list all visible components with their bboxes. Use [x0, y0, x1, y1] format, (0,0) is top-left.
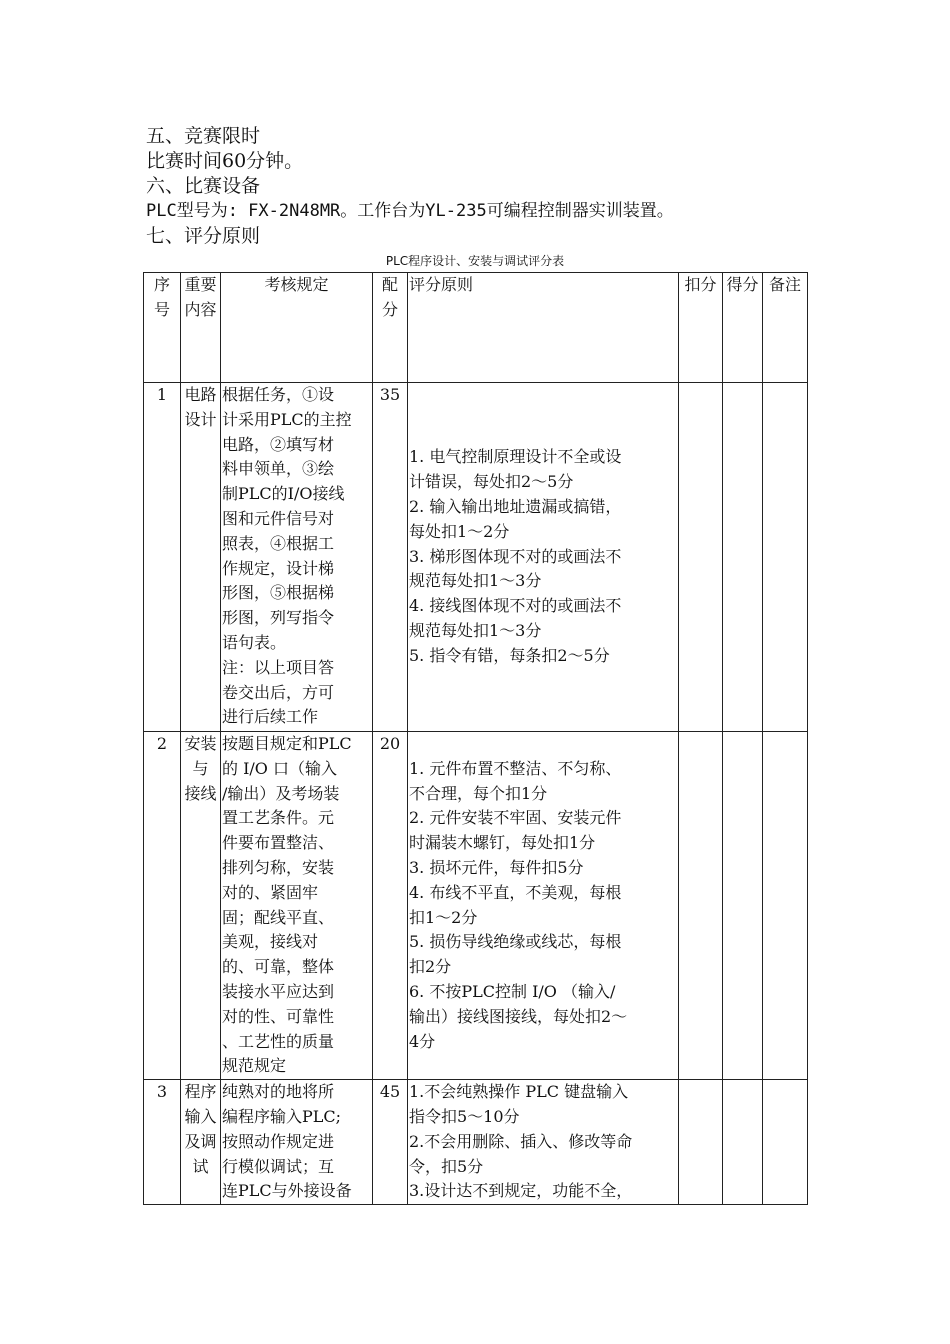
- row-content: 安装 与 接线: [181, 732, 221, 1080]
- header-remark: 备注: [763, 273, 808, 383]
- time-limit-text: 比赛时间60分钟。: [146, 150, 304, 172]
- row-rule: 纯熟对的地将所 编程序输入PLC; 按照动作规定进 行模似调试；互 连PLC与外接设备: [221, 1080, 373, 1205]
- row-no: 1: [144, 383, 181, 732]
- header-content: 重要 内容: [181, 273, 221, 383]
- table-row: [144, 383, 808, 732]
- header-criteria: 评分原则: [408, 273, 679, 383]
- header-no: 序 号: [144, 273, 181, 383]
- row-points: 45: [373, 1080, 408, 1205]
- row-deduct-cell: [679, 1080, 723, 1205]
- row-score-cell: [723, 732, 763, 1080]
- row-no: 2: [144, 732, 181, 1080]
- row-rule: 根据任务，①设 计采用PLC的主控 电路，②填写材 料申领单，③绘 制PLC的I/O接线 图和元件信号对 照表，④根据工 作规定，设计梯 形图，⑤根据梯 形图，列写指令 语句表。 注：以上项目答 卷交出后，方可 进行后续工作: [221, 383, 373, 732]
- heading-time-limit: 五、竞赛限时: [146, 125, 261, 147]
- row-criteria: 1. 电气控制原理设计不全或设 计错误，每处扣2～5分 2. 输入输出地址遗漏或搞错， 每处扣1～2分 3. 梯形图体现不对的或画法不 规范每处扣1～3分 4. 接线图体现不对的或画法不 规范每处扣1～3分 5. 指令有错，每条扣2～5分: [408, 383, 679, 732]
- header-rule: 考核规定: [221, 273, 373, 383]
- row-score-cell: [723, 1080, 763, 1205]
- row-criteria: 1. 元件布置不整洁、不匀称、 不合理，每个扣1分 2. 元件安装不牢固、安装元件 时漏装木螺钉，每处扣1分 3. 损坏元件，每件扣5分 4. 布线不平直，不美观，每根 扣1～2分 5. 损伤导线绝缘或线芯，每根 扣2分 6. 不按PLC控制 I/O （输入/ 输出）接线图接线，每处扣2～ 4分: [408, 732, 679, 1080]
- table-caption: PLC程序设计、安装与调试评分表: [385, 254, 565, 268]
- row-deduct-cell: [679, 383, 723, 732]
- row-criteria: 1.不会纯熟操作 PLC 键盘输入 指令扣5～10分 2.不会用删除、插入、修改等命 令，扣5分 3.设计达不到规定，功能不全，: [408, 1080, 679, 1205]
- row-content: 电路 设计: [181, 383, 221, 732]
- heading-equipment: 六、比赛设备: [146, 175, 261, 197]
- row-score-cell: [723, 383, 763, 732]
- row-remark-cell: [763, 383, 808, 732]
- equipment-text: PLC型号为: FX-2N48MR。工作台为YL-235可编程控制器实训装置。: [146, 201, 674, 221]
- row-points: 20: [373, 732, 408, 1080]
- table-row: [144, 1080, 808, 1205]
- row-points: 35: [373, 383, 408, 732]
- header-deduct: 扣分: [679, 273, 723, 383]
- table-row: [144, 732, 808, 1080]
- row-no: 3: [144, 1080, 181, 1205]
- row-rule: 按题目规定和PLC 的 I/O 口（输入 /输出）及考场装 置工艺条件。元 件要布置整洁、 排列匀称，安装 对的、紧固牢 固；配线平直、 美观，接线对 的、可靠，整体 装接水平应达到 对的性、可靠性 、工艺性的质量 规范规定: [221, 732, 373, 1080]
- heading-scoring: 七、评分原则: [146, 225, 261, 247]
- row-deduct-cell: [679, 732, 723, 1080]
- row-content: 程序 输入 及调 试: [181, 1080, 221, 1205]
- row-remark-cell: [763, 732, 808, 1080]
- table-header-row: [144, 273, 808, 383]
- row-remark-cell: [763, 1080, 808, 1205]
- intro-section: [146, 124, 674, 249]
- header-points: 配 分: [373, 273, 408, 383]
- scoring-table: [143, 272, 808, 1205]
- header-score: 得分: [723, 273, 763, 383]
